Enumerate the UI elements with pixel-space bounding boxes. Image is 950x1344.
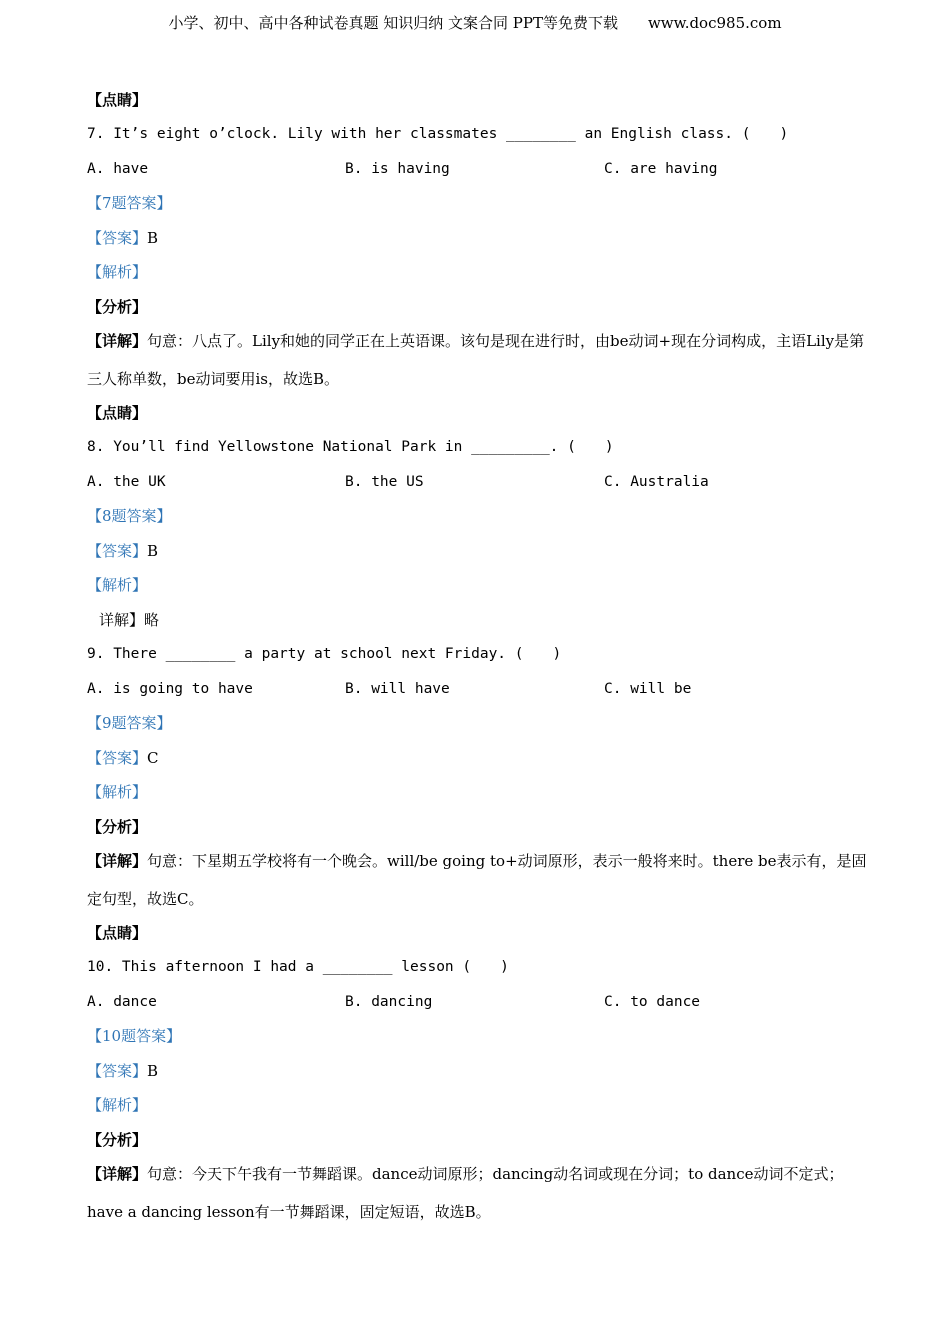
question-9-answer (87, 748, 159, 768)
xiangjie-label: 【详解】 (87, 332, 148, 350)
question-9-option-a: A. is going to have (87, 681, 253, 697)
question-10-option-a: A. dance (87, 994, 157, 1010)
answer-value: B (147, 229, 159, 247)
question-8-option-c: C. Australia (604, 474, 709, 490)
question-10-option-b: B. dancing (345, 994, 433, 1010)
question-10-option-c: C. to dance (604, 994, 701, 1010)
jiexi-label: 【解析】 (87, 576, 148, 594)
question-9-detail (87, 842, 867, 918)
question-10-answer (87, 1061, 158, 1081)
question-8-option-a: A. the UK (87, 474, 166, 490)
answer-label: 【答案】 (87, 749, 148, 767)
dianjing-label: 【点睛】 (87, 91, 148, 109)
question-9-answer-tag: 【9题答案】 (87, 714, 172, 732)
page-header: 小学、初中、高中各种试卷真题 知识归纳 文案合同 PPT等免费下载 www.doc985.com (168, 14, 782, 32)
dianjing-label: 【点睛】 (87, 924, 148, 942)
jiexi-label: 【解析】 (87, 1096, 148, 1114)
detail-text: 句意：今天下午我有一节舞蹈课。dance动词原形；dancing动名词或现在分词；to dance动词不定式；have a dancing lesson有一节舞蹈课，固定短语，故选B。 (87, 1165, 844, 1221)
answer-label: 【答案】 (87, 542, 148, 560)
fenxi-label: 【分析】 (87, 818, 148, 836)
fenxi-label: 【分析】 (87, 1131, 148, 1149)
question-10-answer-tag: 【10题答案】 (87, 1027, 182, 1045)
question-8-detail: 详解】略 (99, 611, 160, 629)
question-7-answer (87, 228, 158, 248)
detail-text: 句意：八点了。Lily和她的同学正在上英语课。该句是现在进行时，由be动词+现在分词构成，主语Lily是第三人称单数，be动词要用is，故选B。 (87, 332, 865, 388)
fenxi-label: 【分析】 (87, 298, 148, 316)
detail-text: 句意：下星期五学校将有一个晚会。will/be going to+动词原形，表示一般将来时。there be表示有，是固定句型，故选C。 (87, 852, 867, 908)
question-7-answer-tag: 【7题答案】 (87, 194, 172, 212)
answer-value: B (147, 1062, 159, 1080)
question-7-stem: 7. It’s eight o’clock. Lily with her classmates ________ an English class. ( ) (87, 126, 789, 142)
answer-label: 【答案】 (87, 1062, 148, 1080)
question-8-answer-tag: 【8题答案】 (87, 507, 172, 525)
question-7-detail (87, 322, 867, 398)
answer-value: C (147, 749, 159, 767)
question-10-stem: 10. This afternoon I had a ________ lesson ( ) (87, 959, 509, 975)
answer-value: B (147, 542, 159, 560)
question-7-option-a: A. have (87, 161, 149, 177)
xiangjie-label: 【详解】 (87, 1165, 148, 1183)
question-7-option-b: B. is having (345, 161, 450, 177)
dianjing-label: 【点睛】 (87, 404, 148, 422)
question-9-stem: 9. There ________ a party at school next Friday. ( ) (87, 646, 562, 662)
jiexi-label: 【解析】 (87, 263, 148, 281)
xiangjie-label: 【详解】 (87, 852, 148, 870)
question-8-stem: 8. You’ll find Yellowstone National Park in _________. ( ) (87, 439, 614, 455)
question-9-option-b: B. will have (345, 681, 450, 697)
question-10-detail (87, 1155, 867, 1231)
question-8-answer (87, 541, 158, 561)
answer-label: 【答案】 (87, 229, 148, 247)
question-8-option-b: B. the US (345, 474, 424, 490)
question-7-option-c: C. are having (604, 161, 718, 177)
jiexi-label: 【解析】 (87, 783, 148, 801)
question-9-option-c: C. will be (604, 681, 692, 697)
